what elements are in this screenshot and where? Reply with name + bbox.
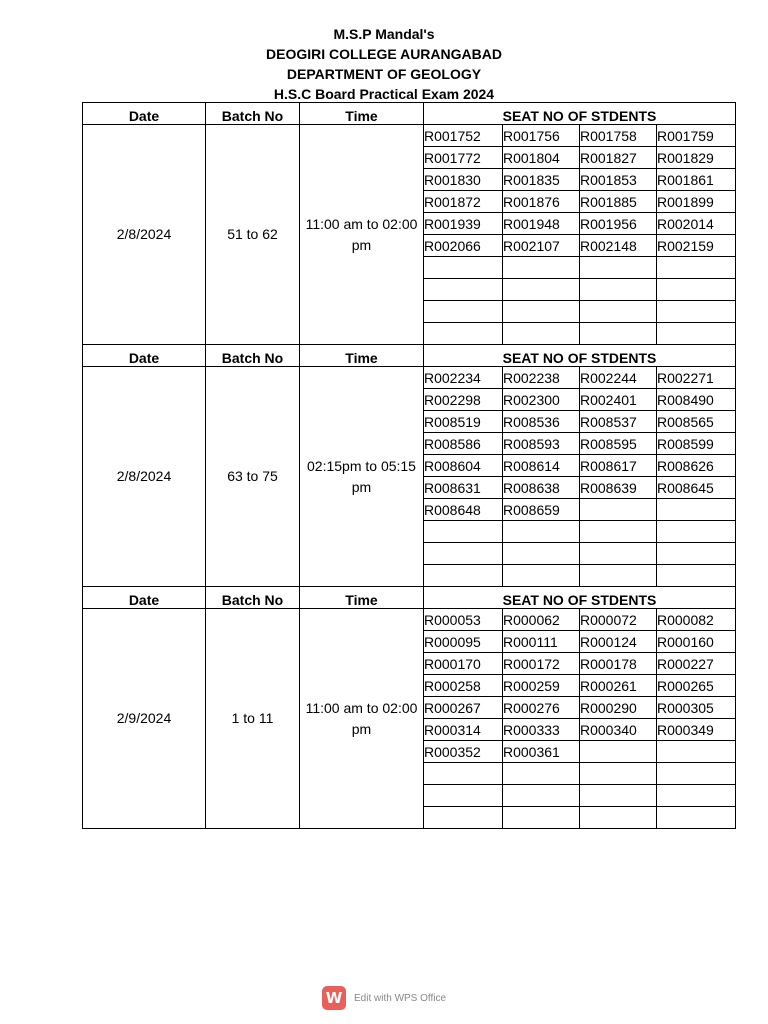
department-name: DEPARTMENT OF GEOLOGY xyxy=(286,66,482,82)
session-time: 11:00 am to 02:00 pm xyxy=(300,609,424,829)
seat-number-cell: R008626 xyxy=(657,455,736,477)
seat-number-cell xyxy=(424,323,503,345)
seat-number-cell: R002159 xyxy=(657,235,736,257)
seat-number-cell: R002300 xyxy=(503,389,580,411)
seat-number-cell xyxy=(580,763,657,785)
seat-number-cell xyxy=(657,741,736,763)
seat-number-cell: R001829 xyxy=(657,147,736,169)
seat-number-cell xyxy=(424,279,503,301)
seat-number-cell: R002238 xyxy=(503,367,580,389)
seat-number-cell xyxy=(580,301,657,323)
seat-number-cell xyxy=(424,301,503,323)
seat-number-cell xyxy=(657,279,736,301)
seat-number-cell: R000276 xyxy=(503,697,580,719)
seat-number-cell: R000053 xyxy=(424,609,503,631)
seat-number-cell xyxy=(503,301,580,323)
session-date: 2/8/2024 xyxy=(83,367,206,587)
seat-number-cell: R001835 xyxy=(503,169,580,191)
seat-number-cell: R002271 xyxy=(657,367,736,389)
seat-number-cell xyxy=(657,301,736,323)
seat-number-cell xyxy=(657,763,736,785)
seat-number-cell: R008638 xyxy=(503,477,580,499)
exam-schedule-table xyxy=(82,102,736,829)
seat-number-cell xyxy=(503,279,580,301)
seat-number-cell: R001759 xyxy=(657,125,736,147)
seats-header: SEAT NO OF STDENTS xyxy=(424,587,736,609)
seats-header: SEAT NO OF STDENTS xyxy=(424,345,736,367)
seat-number-cell: R008599 xyxy=(657,433,736,455)
seat-number-cell: R000160 xyxy=(657,631,736,653)
seat-number-cell: R008604 xyxy=(424,455,503,477)
seat-number-cell: R000261 xyxy=(580,675,657,697)
seat-number-cell xyxy=(580,565,657,587)
date-header: Date xyxy=(83,587,206,609)
seat-number-cell xyxy=(580,323,657,345)
seat-number-cell: R000267 xyxy=(424,697,503,719)
seat-number-cell: R002014 xyxy=(657,213,736,235)
document-header xyxy=(0,24,768,104)
seat-number-cell: R002234 xyxy=(424,367,503,389)
batch-header: Batch No xyxy=(206,587,300,609)
date-header: Date xyxy=(83,103,206,125)
seat-number-cell: R001876 xyxy=(503,191,580,213)
time-header: Time xyxy=(300,345,424,367)
session-batch: 63 to 75 xyxy=(206,367,300,587)
seat-number-cell xyxy=(424,785,503,807)
session-date: 2/8/2024 xyxy=(83,125,206,345)
seats-header: SEAT NO OF STDENTS xyxy=(424,103,736,125)
time-header: Time xyxy=(300,587,424,609)
batch-header: Batch No xyxy=(206,345,300,367)
seat-number-cell: R000305 xyxy=(657,697,736,719)
seat-number-cell: R001830 xyxy=(424,169,503,191)
seat-number-cell: R000170 xyxy=(424,653,503,675)
seat-number-cell: R000349 xyxy=(657,719,736,741)
seat-number-cell: R008536 xyxy=(503,411,580,433)
seat-number-cell: R000361 xyxy=(503,741,580,763)
seat-number-cell: R008565 xyxy=(657,411,736,433)
seat-number-cell xyxy=(424,257,503,279)
seat-number-cell: R001956 xyxy=(580,213,657,235)
seat-number-cell: R008537 xyxy=(580,411,657,433)
seat-number-cell: R001827 xyxy=(580,147,657,169)
seat-number-cell xyxy=(657,565,736,587)
seat-number-cell: R008490 xyxy=(657,389,736,411)
session-time: 02:15pm to 05:15 pm xyxy=(300,367,424,587)
seat-number-cell xyxy=(580,257,657,279)
seat-number-cell: R001756 xyxy=(503,125,580,147)
seat-number-cell xyxy=(580,499,657,521)
batch-header: Batch No xyxy=(206,103,300,125)
seat-number-cell xyxy=(503,521,580,543)
college-name: DEOGIRI COLLEGE AURANGABAD xyxy=(266,46,502,62)
seat-number-cell: R001872 xyxy=(424,191,503,213)
wps-edit-text: Edit with WPS Office xyxy=(354,992,447,1004)
column-header-row xyxy=(83,103,736,125)
seat-number-cell xyxy=(580,279,657,301)
seat-number-cell xyxy=(503,785,580,807)
session-batch: 51 to 62 xyxy=(206,125,300,345)
seat-number-cell: R008519 xyxy=(424,411,503,433)
seat-number-cell: R000178 xyxy=(580,653,657,675)
seat-number-cell: R008617 xyxy=(580,455,657,477)
seat-number-cell xyxy=(657,499,736,521)
seat-number-cell: R000095 xyxy=(424,631,503,653)
seat-number-cell: R008595 xyxy=(580,433,657,455)
seat-number-cell xyxy=(657,323,736,345)
seat-number-cell: R001758 xyxy=(580,125,657,147)
seat-number-cell xyxy=(657,543,736,565)
date-header: Date xyxy=(83,345,206,367)
seat-number-cell: R002066 xyxy=(424,235,503,257)
seat-number-cell: R008586 xyxy=(424,433,503,455)
column-header-row xyxy=(83,587,736,609)
seat-number-cell: R000333 xyxy=(503,719,580,741)
seat-number-cell: R000352 xyxy=(424,741,503,763)
seat-number-cell: R000062 xyxy=(503,609,580,631)
session-time: 11:00 am to 02:00 pm xyxy=(300,125,424,345)
seat-number-cell: R000340 xyxy=(580,719,657,741)
seat-number-cell: R002148 xyxy=(580,235,657,257)
seat-number-cell: R000290 xyxy=(580,697,657,719)
seat-number-cell xyxy=(424,521,503,543)
time-header: Time xyxy=(300,103,424,125)
seat-number-cell: R001948 xyxy=(503,213,580,235)
seat-number-cell xyxy=(503,763,580,785)
session-batch: 1 to 11 xyxy=(206,609,300,829)
seat-number-cell xyxy=(424,565,503,587)
seat-number-cell: R002107 xyxy=(503,235,580,257)
seat-number-cell: R002298 xyxy=(424,389,503,411)
exam-title: H.S.C Board Practical Exam 2024 xyxy=(273,86,495,102)
seat-number-cell: R001885 xyxy=(580,191,657,213)
seat-number-cell: R001853 xyxy=(580,169,657,191)
seat-number-cell: R000111 xyxy=(503,631,580,653)
seat-number-cell: R000227 xyxy=(657,653,736,675)
seat-number-cell xyxy=(657,521,736,543)
seat-number-cell: R008614 xyxy=(503,455,580,477)
seat-number-cell: R002244 xyxy=(580,367,657,389)
seat-number-cell xyxy=(580,741,657,763)
seat-number-cell: R001752 xyxy=(424,125,503,147)
seat-number-cell xyxy=(503,807,580,829)
seat-number-cell xyxy=(580,543,657,565)
session-date: 2/9/2024 xyxy=(83,609,206,829)
seat-number-cell xyxy=(424,807,503,829)
seat-number-cell xyxy=(580,785,657,807)
column-header-row xyxy=(83,345,736,367)
seat-number-cell xyxy=(657,785,736,807)
seat-number-cell: R001939 xyxy=(424,213,503,235)
wps-watermark xyxy=(322,986,446,1010)
seat-number-cell: R000265 xyxy=(657,675,736,697)
seat-number-cell xyxy=(503,543,580,565)
seat-number-cell: R000314 xyxy=(424,719,503,741)
seat-number-cell: R008648 xyxy=(424,499,503,521)
seat-number-cell xyxy=(580,807,657,829)
seat-number-cell xyxy=(657,257,736,279)
seat-number-cell: R000072 xyxy=(580,609,657,631)
seat-number-cell xyxy=(657,807,736,829)
seat-number-cell: R000258 xyxy=(424,675,503,697)
seat-number-cell xyxy=(503,257,580,279)
seat-number-cell xyxy=(503,323,580,345)
seat-number-cell: R000082 xyxy=(657,609,736,631)
seat-number-cell: R002401 xyxy=(580,389,657,411)
seat-number-cell xyxy=(424,543,503,565)
seat-row xyxy=(83,367,736,389)
seat-number-cell: R001899 xyxy=(657,191,736,213)
seat-number-cell xyxy=(503,565,580,587)
org-name: M.S.P Mandal's xyxy=(333,26,435,42)
seat-row xyxy=(83,125,736,147)
seat-number-cell: R008639 xyxy=(580,477,657,499)
seat-number-cell: R000259 xyxy=(503,675,580,697)
seat-number-cell: R001804 xyxy=(503,147,580,169)
seat-number-cell: R008593 xyxy=(503,433,580,455)
wps-logo-icon: W xyxy=(322,986,346,1010)
seat-number-cell: R008631 xyxy=(424,477,503,499)
seat-number-cell: R001861 xyxy=(657,169,736,191)
seat-number-cell: R000124 xyxy=(580,631,657,653)
seat-number-cell: R008645 xyxy=(657,477,736,499)
seat-number-cell xyxy=(424,763,503,785)
seat-row xyxy=(83,609,736,631)
seat-number-cell: R001772 xyxy=(424,147,503,169)
seat-number-cell: R008659 xyxy=(503,499,580,521)
seat-number-cell xyxy=(580,521,657,543)
seat-number-cell: R000172 xyxy=(503,653,580,675)
